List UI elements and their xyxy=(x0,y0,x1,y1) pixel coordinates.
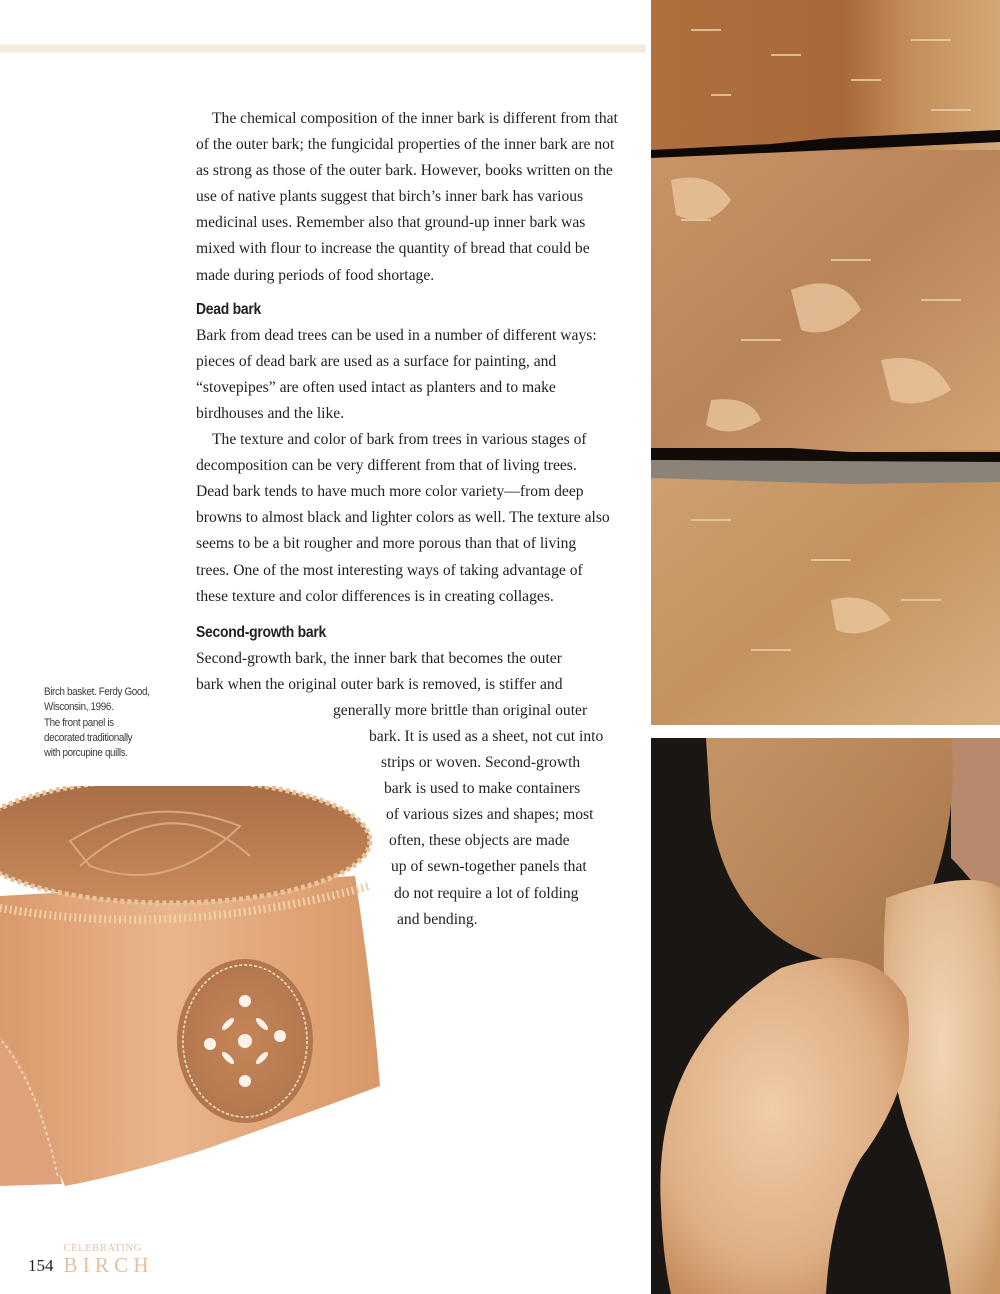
book-title-main: BIRCH xyxy=(63,1253,154,1277)
text-line: strips or woven. Second-growth xyxy=(381,754,581,772)
spoons-photo xyxy=(651,738,1000,1294)
text-line: up of sewn-together panels that xyxy=(391,858,587,876)
page-number: 154 xyxy=(28,1256,54,1275)
intro-paragraph: The chemical composition of the inner bark is different from that of the outer bark; the fungicidal properties of the inner bark are not as strong as those of the outer bark. However, books written on the use of native plants suggest that birch’s inner bark has various medicinal uses. Remember also that ground-up inner bark was mixed with flour to increase the quantity of bread that could be made during periods of food shortage. xyxy=(196,110,618,284)
caption-line: with porcupine quills. xyxy=(44,747,128,760)
header-rule xyxy=(0,44,646,53)
text-line: generally more brittle than original outer xyxy=(333,701,588,719)
text-line: bark when the original outer bark is removed, is stiffer and xyxy=(196,675,563,693)
section-heading-second-growth-bark: Second-growth bark xyxy=(196,623,327,641)
dead-bark-paragraph-2: The texture and color of bark from trees in various stages of decomposition can be very different from that of living trees. Dead bark tends to have much more color variety—from deep browns to almost black and lighter colors as well. The texture also seems to be a bit rougher and more porous than that of living trees. One of the most interesting ways of taking advantage of these texture and color differences is in creating collages. xyxy=(196,431,610,605)
bark-texture xyxy=(651,0,1000,725)
basket-photo xyxy=(0,786,385,1196)
text-line: do not require a lot of folding xyxy=(394,884,579,902)
caption-line: Birch basket. Ferdy Good, xyxy=(44,686,150,698)
text-line: bark. It is used as a sheet, not cut into xyxy=(369,727,604,745)
caption-line: decorated traditionally xyxy=(44,731,133,744)
bark-photo xyxy=(651,0,1000,725)
caption-line: Wisconsin, 1996. xyxy=(44,701,114,714)
text-line: often, these objects are made xyxy=(389,832,570,850)
text-line: Second-growth bark, the inner bark that becomes the outer xyxy=(196,649,562,667)
text-line: of various sizes and shapes; most xyxy=(386,806,594,824)
basket-illustration xyxy=(0,786,385,1196)
dead-bark-paragraph-1: Bark from dead trees can be used in a number of different ways: pieces of dead bark are used as a surface for painting, and “stovepipes” are often used intact as planters and to make birdhouses and the like. xyxy=(196,326,597,422)
text-line: bark is used to make containers xyxy=(384,780,581,798)
photo-caption xyxy=(44,685,158,761)
page-footer xyxy=(28,1236,154,1276)
caption-line: The front panel is xyxy=(44,716,114,729)
section-heading-dead-bark: Dead bark xyxy=(196,300,262,318)
book-title-logo xyxy=(64,1244,154,1277)
text-line: and bending. xyxy=(397,910,478,928)
book-title-top: CELEBRATING xyxy=(63,1242,142,1254)
spoons-illustration xyxy=(651,738,1000,1294)
